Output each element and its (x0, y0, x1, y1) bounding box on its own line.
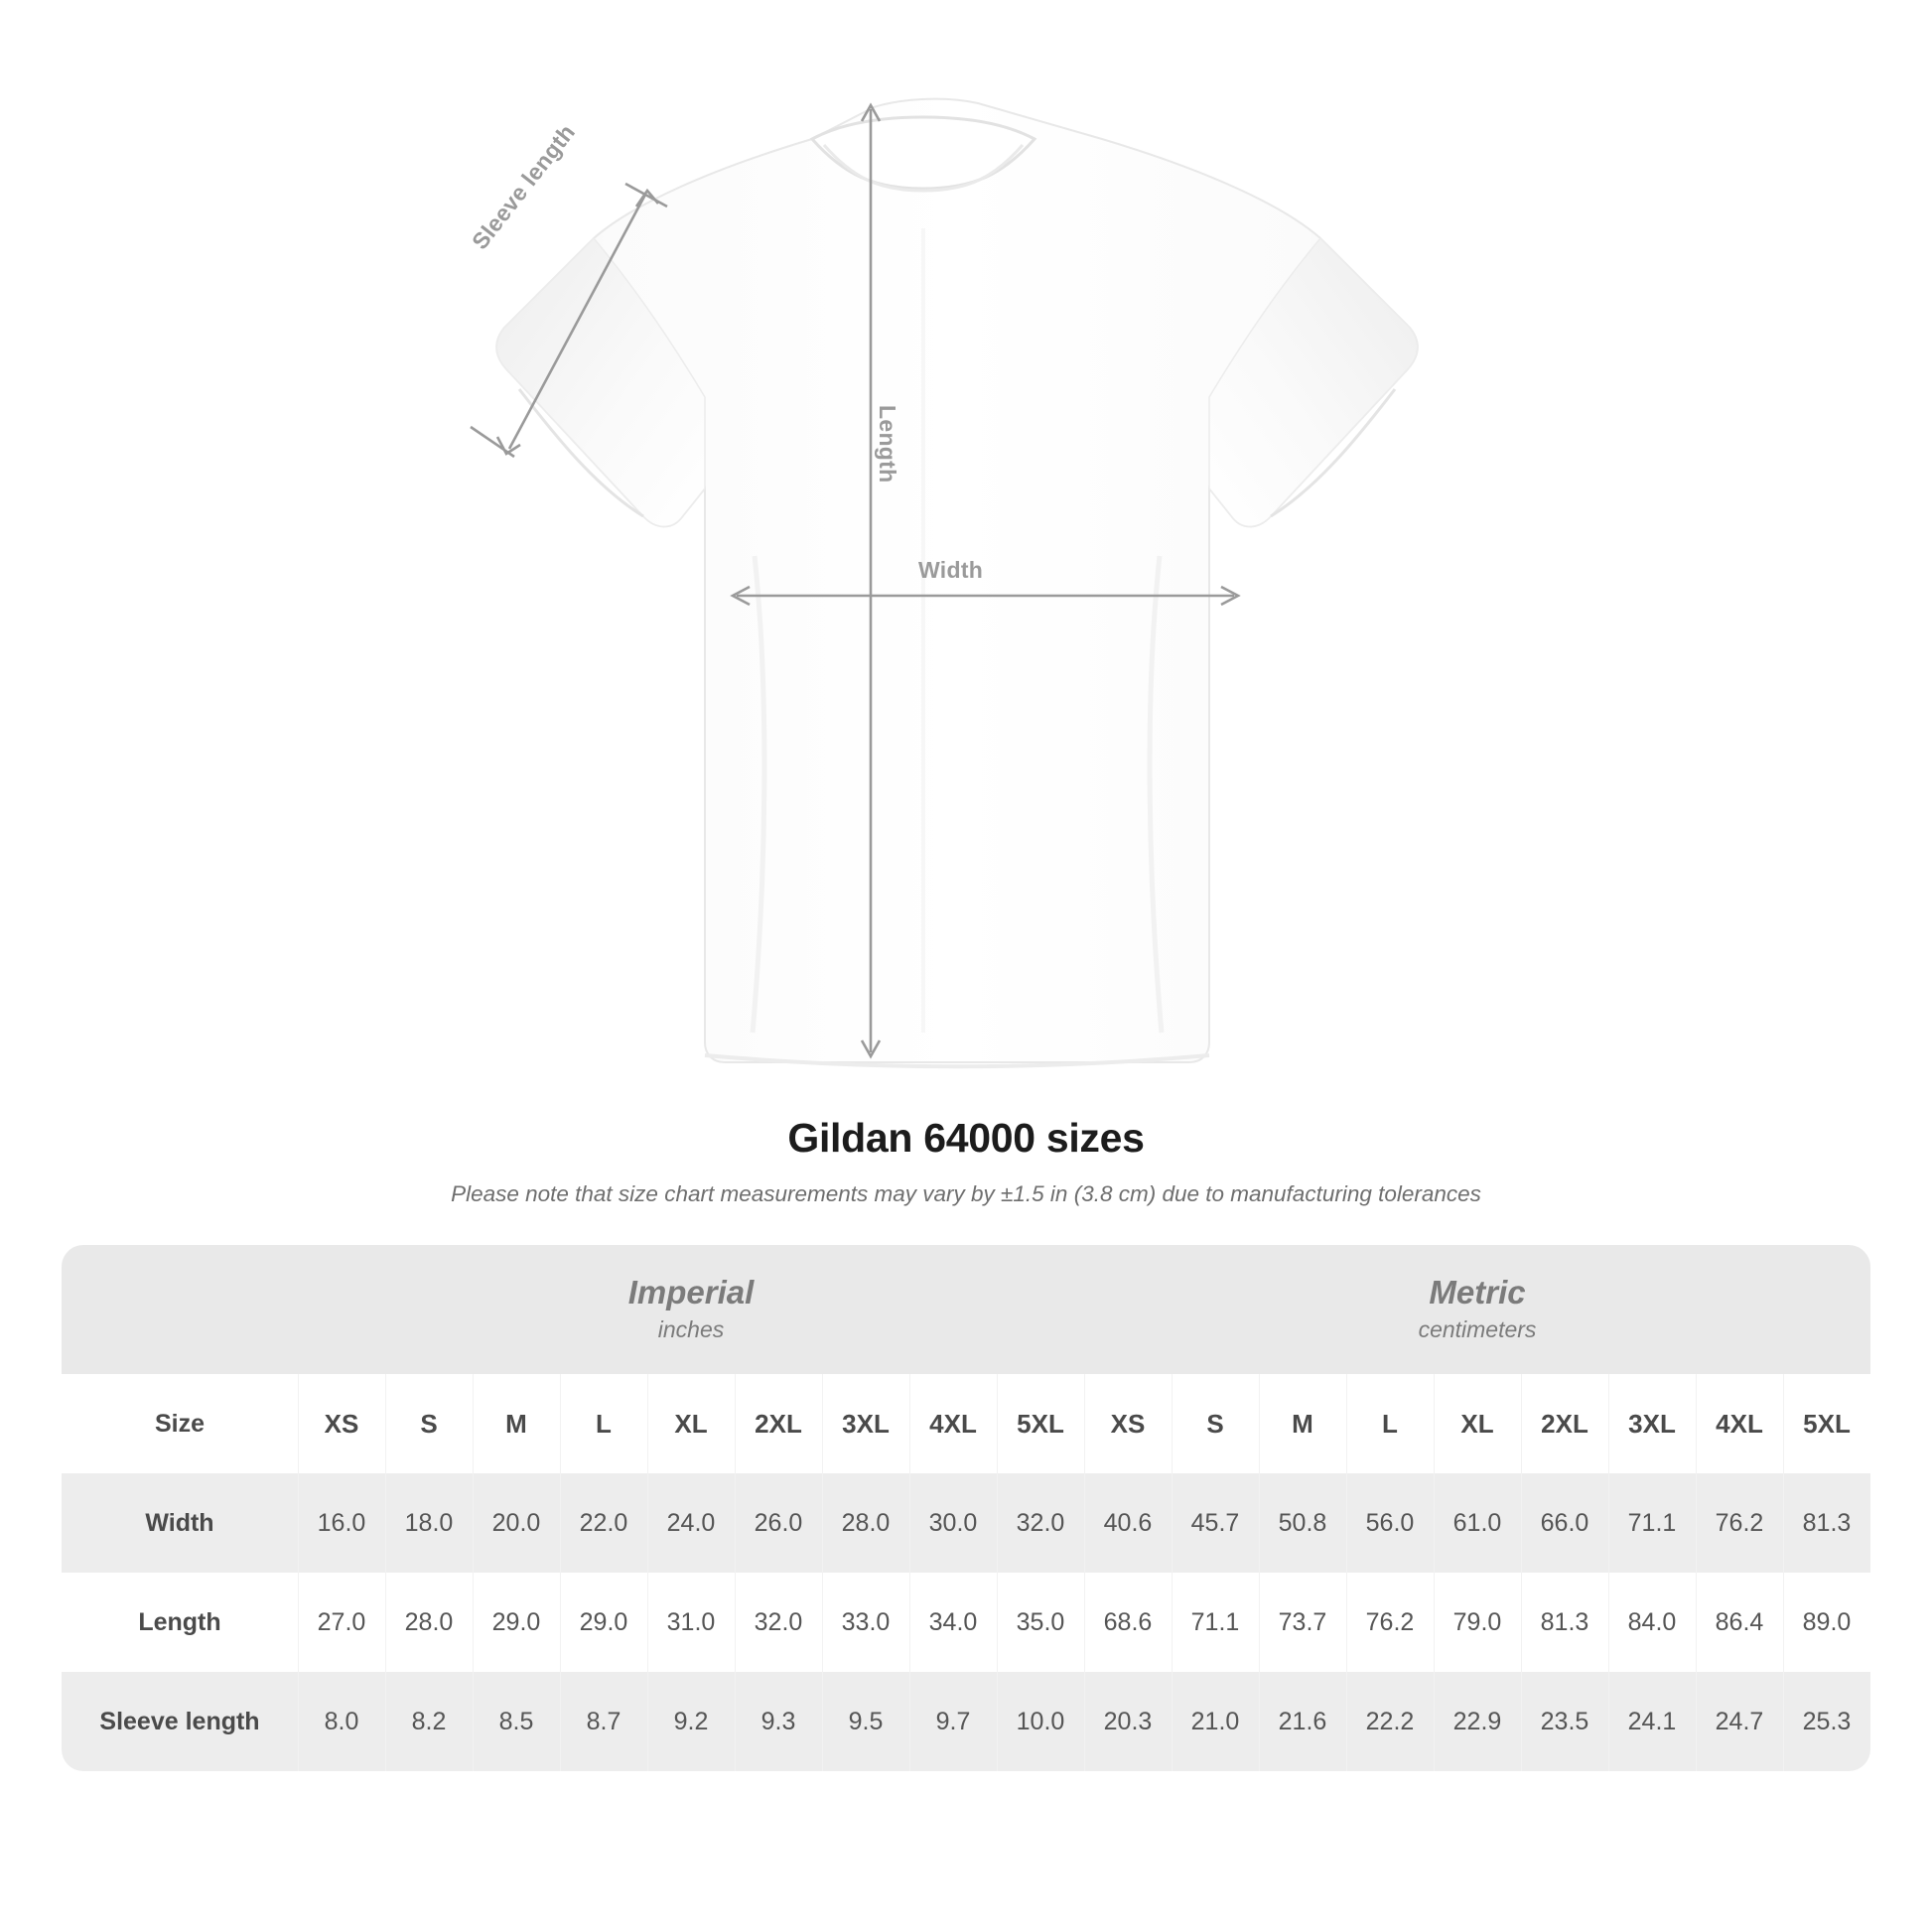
table-row (62, 1672, 1870, 1771)
measurement-cell: 26.0 (735, 1473, 822, 1573)
size-header-row (62, 1374, 1870, 1473)
measurement-cell: 61.0 (1434, 1473, 1521, 1573)
size-header-cell: XL (1434, 1374, 1521, 1473)
size-header-cell: L (560, 1374, 647, 1473)
measurement-cell: 45.7 (1172, 1473, 1259, 1573)
unit-header-corner (62, 1245, 298, 1374)
measurement-cell: 89.0 (1783, 1573, 1870, 1672)
size-header-cell: XS (1084, 1374, 1172, 1473)
unit-subtitle: centimeters (1418, 1316, 1537, 1343)
size-header-cell: 5XL (1783, 1374, 1870, 1473)
measurement-cell: 40.6 (1084, 1473, 1172, 1573)
table-row (62, 1573, 1870, 1672)
unit-header-metric (1084, 1245, 1870, 1374)
measurement-cell: 8.7 (560, 1672, 647, 1771)
measurement-cell: 8.5 (473, 1672, 560, 1771)
size-header-label: Size (62, 1374, 298, 1473)
measurement-cell: 81.3 (1783, 1473, 1870, 1573)
size-header-cell: 2XL (1521, 1374, 1608, 1473)
size-table (62, 1245, 1870, 1771)
size-header-cell: M (473, 1374, 560, 1473)
measurement-cell: 68.6 (1084, 1573, 1172, 1672)
title-block (0, 1115, 1932, 1207)
measurement-cell: 21.0 (1172, 1672, 1259, 1771)
measurement-cell: 76.2 (1696, 1473, 1783, 1573)
size-header-cell: S (1172, 1374, 1259, 1473)
measurement-cell: 34.0 (909, 1573, 997, 1672)
measurement-cell: 29.0 (473, 1573, 560, 1672)
measurement-cell: 71.1 (1608, 1473, 1696, 1573)
tolerance-note: Please note that size chart measurements may vary by ±1.5 in (3.8 cm) due to manufacturing tolerances (451, 1181, 1481, 1206)
measurement-cell: 24.7 (1696, 1672, 1783, 1771)
measurement-cell: 28.0 (385, 1573, 473, 1672)
measurement-cell: 32.0 (735, 1573, 822, 1672)
measurement-cell: 33.0 (822, 1573, 909, 1672)
measurement-cell: 31.0 (647, 1573, 735, 1672)
unit-name: Imperial (627, 1274, 755, 1311)
page-title: Gildan 64000 sizes (787, 1115, 1145, 1161)
table-row (62, 1473, 1870, 1573)
dimension-label-width: Width (918, 557, 984, 583)
unit-header-row (62, 1245, 1870, 1374)
size-header-cell: M (1259, 1374, 1346, 1473)
size-header-cell: 2XL (735, 1374, 822, 1473)
measurement-cell: 22.0 (560, 1473, 647, 1573)
row-label: Sleeve length (62, 1672, 298, 1771)
measurement-cell: 9.3 (735, 1672, 822, 1771)
measurement-cell: 21.6 (1259, 1672, 1346, 1771)
unit-subtitle: inches (657, 1316, 725, 1343)
measurement-cell: 27.0 (298, 1573, 385, 1672)
measurement-cell: 20.0 (473, 1473, 560, 1573)
size-header-cell: XS (298, 1374, 385, 1473)
size-header-cell: 4XL (909, 1374, 997, 1473)
measurement-cell: 50.8 (1259, 1473, 1346, 1573)
measurement-cell: 79.0 (1434, 1573, 1521, 1672)
size-header-cell: L (1346, 1374, 1434, 1473)
size-header-cell: 4XL (1696, 1374, 1783, 1473)
measurement-cell: 32.0 (997, 1473, 1084, 1573)
measurement-cell: 9.7 (909, 1672, 997, 1771)
measurement-cell: 81.3 (1521, 1573, 1608, 1672)
measurement-cell: 71.1 (1172, 1573, 1259, 1672)
measurement-cell: 24.1 (1608, 1672, 1696, 1771)
measurement-cell: 28.0 (822, 1473, 909, 1573)
measurement-cell: 56.0 (1346, 1473, 1434, 1573)
unit-name: Metric (1429, 1274, 1526, 1311)
measurement-cell: 9.5 (822, 1672, 909, 1771)
measurement-cell: 86.4 (1696, 1573, 1783, 1672)
measurement-cell: 84.0 (1608, 1573, 1696, 1672)
measurement-cell: 16.0 (298, 1473, 385, 1573)
measurement-cell: 35.0 (997, 1573, 1084, 1672)
measurement-cell: 76.2 (1346, 1573, 1434, 1672)
measurement-cell: 8.2 (385, 1672, 473, 1771)
measurement-cell: 66.0 (1521, 1473, 1608, 1573)
size-table-container (62, 1245, 1870, 1771)
measurement-cell: 73.7 (1259, 1573, 1346, 1672)
size-header-cell: 3XL (1608, 1374, 1696, 1473)
measurement-cell: 25.3 (1783, 1672, 1870, 1771)
size-header-cell: 5XL (997, 1374, 1084, 1473)
measurement-cell: 22.2 (1346, 1672, 1434, 1771)
measurement-cell: 10.0 (997, 1672, 1084, 1771)
measurement-cell: 22.9 (1434, 1672, 1521, 1771)
dimension-label-length: Length (875, 405, 900, 483)
dimension-label-sleeve-length: Sleeve length (467, 119, 581, 255)
measurement-cell: 9.2 (647, 1672, 735, 1771)
measurement-cell: 23.5 (1521, 1672, 1608, 1771)
row-label: Length (62, 1573, 298, 1672)
measurement-cell: 20.3 (1084, 1672, 1172, 1771)
measurement-cell: 8.0 (298, 1672, 385, 1771)
size-header-cell: 3XL (822, 1374, 909, 1473)
unit-header-imperial (298, 1245, 1084, 1374)
measurement-cell: 18.0 (385, 1473, 473, 1573)
measurement-cell: 30.0 (909, 1473, 997, 1573)
size-header-cell: S (385, 1374, 473, 1473)
size-header-cell: XL (647, 1374, 735, 1473)
row-label: Width (62, 1473, 298, 1573)
measurement-cell: 24.0 (647, 1473, 735, 1573)
measurement-cell: 29.0 (560, 1573, 647, 1672)
